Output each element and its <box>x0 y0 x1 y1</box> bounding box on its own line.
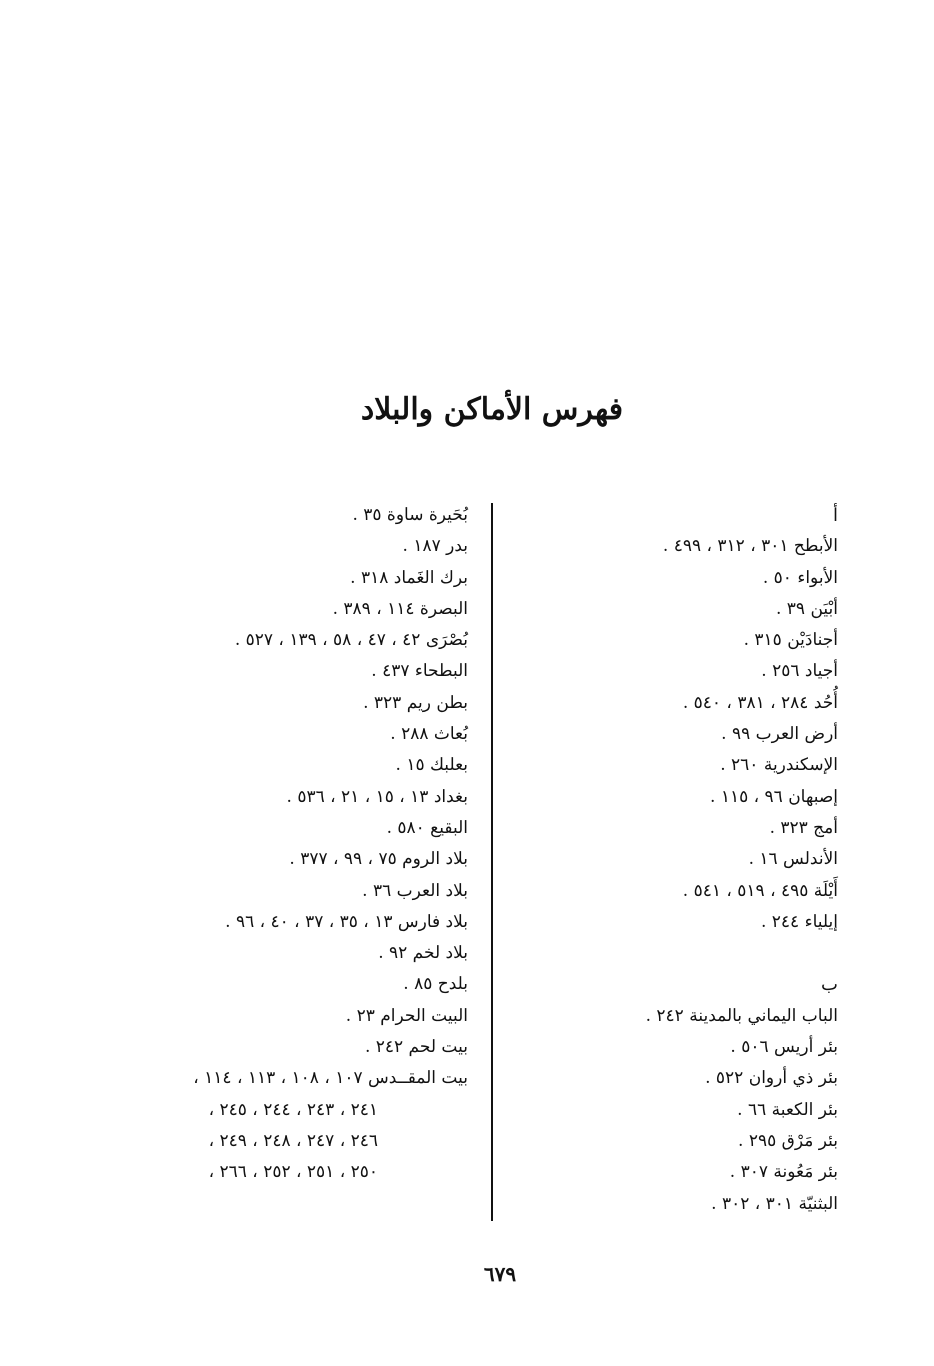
index-entry: الإسكندرية ٢٦٠ . <box>720 755 838 776</box>
section-letter-alif: أ <box>832 505 838 526</box>
index-entry: بلاد العرب ٣٦ . <box>362 880 468 901</box>
index-entry: بطن ريم ٣٢٣ . <box>363 692 468 713</box>
index-entry: الباب اليماني بالمدينة ٢٤٢ . <box>645 1005 838 1026</box>
index-entry: البقيع ٥٨٠ . <box>386 817 468 838</box>
index-entry: إصبهان ٩٦ ، ١١٥ . <box>710 786 838 807</box>
index-entry: أبْيَن ٣٩ . <box>775 598 838 619</box>
index-entry: بئر الكعبة ٦٦ . <box>737 1099 838 1120</box>
index-entry: بُحَيرة ساوة ٣٥ . <box>352 505 468 525</box>
index-entry-continuation: ٢٤١ ، ٢٤٣ ، ٢٤٤ ، ٢٤٥ ، <box>208 1099 378 1120</box>
index-entry: أَيْلَة ٤٩٥ ، ٥١٩ ، ٥٤١ . <box>682 880 838 901</box>
index-entry: بلاد الروم ٧٥ ، ٩٩ ، ٣٧٧ . <box>289 849 468 870</box>
index-entry: إيلياء ٢٤٤ . <box>760 911 838 932</box>
index-column-left <box>118 500 468 1189</box>
index-entry: برك الغَماد ٣١٨ . <box>350 567 468 588</box>
index-entry: أمج ٣٢٣ . <box>769 817 838 838</box>
index-entry: البيت الحرام ٢٣ . <box>345 1005 468 1026</box>
index-entry: بئر مَعُونة ٣٠٧ . <box>729 1162 838 1183</box>
page-number: ٦٧٩ <box>483 1262 517 1286</box>
index-entry: بيت لحم ٢٤٢ . <box>364 1037 468 1058</box>
index-entry: بلاد لخم ٩٢ . <box>378 943 468 964</box>
index-entry: الأبطح ٣٠١ ، ٣١٢ ، ٤٩٩ . <box>662 536 838 557</box>
section-letter-ba: ب <box>821 974 838 996</box>
index-entry: بلاد فارس ١٣ ، ٣٥ ، ٣٧ ، ٤٠ ، ٩٦ . <box>225 911 468 932</box>
page-title: فهرس الأماكن والبلاد <box>360 392 624 427</box>
index-entry: بغداد ١٣ ، ١٥ ، ٢١ ، ٥٣٦ . <box>286 786 468 807</box>
index-entry: أجنادَيْن ٣١٥ . <box>743 630 838 651</box>
index-entry: بعلبك ١٥ . <box>395 755 468 776</box>
index-entry: بئر أريس ٥٠٦ . <box>730 1037 838 1058</box>
index-entry: البثنيّة ٣٠١ ، ٣٠٢ . <box>711 1193 838 1214</box>
index-entry: بئر مَرْق ٢٩٥ . <box>738 1130 838 1151</box>
index-entry: البصرة ١١٤ ، ٣٨٩ . <box>332 598 468 619</box>
index-column-right <box>518 500 838 1220</box>
index-entry: أرض العرب ٩٩ . <box>721 724 838 745</box>
index-entry-bayt-al-maqdis: بيت المقــدس ١٠٧ ، ١٠٨ ، ١١٣ ، ١١٤ ، <box>193 1068 468 1089</box>
column-divider <box>491 503 493 1221</box>
index-entry: بئر ذي أروان ٥٢٢ . <box>705 1068 838 1089</box>
index-entry: الأبواء ٥٠ . <box>762 567 838 588</box>
index-entry-continuation: ٢٤٦ ، ٢٤٧ ، ٢٤٨ ، ٢٤٩ ، <box>208 1130 378 1151</box>
index-entry: بدر ١٨٧ . <box>402 536 468 557</box>
index-entry-continuation: ٢٥٠ ، ٢٥١ ، ٢٥٢ ، ٢٦٦ ، <box>208 1162 378 1183</box>
index-entry: بُصْرَى ٤٢ ، ٤٧ ، ٥٨ ، ١٣٩ ، ٥٢٧ . <box>234 630 468 651</box>
index-entry: الأندلس ١٦ . <box>748 849 838 870</box>
section-gap <box>518 938 838 969</box>
index-entry: أجياد ٢٥٦ . <box>761 661 838 682</box>
index-entry: بلدح ٨٥ . <box>403 974 468 995</box>
index-entry: البطحاء ٤٣٧ . <box>371 661 468 682</box>
index-entry: أُحُد ٢٨٤ ، ٣٨١ ، ٥٤٠ . <box>682 692 838 713</box>
index-entry: بُعاث ٢٨٨ . <box>390 724 468 745</box>
